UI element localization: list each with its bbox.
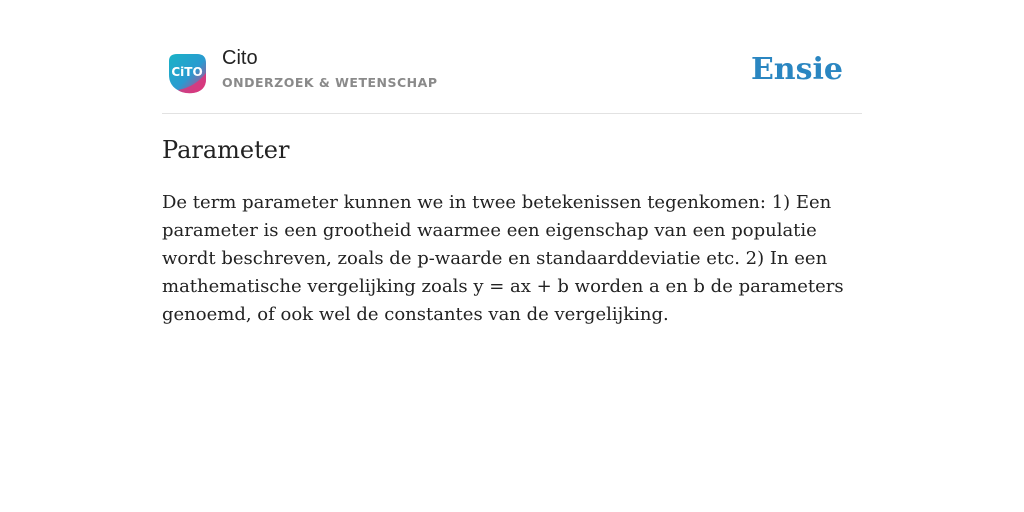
brand-logo[interactable]: Ensie — [750, 52, 843, 87]
svg-text:CiTO: CiTO — [171, 65, 203, 79]
definition-text: De term parameter kunnen we in twee betekenissen tegenkomen: 1) Een parameter is een grootheid waarmee een eigenschap van een populatie wordt beschreven, zoals de p-waarde en standaarddeviatie etc. 2) In een mathematische vergelijking zoals y = ax + b worden a en b de parameters genoemd, of ook wel de constantes van de vergelijking. — [162, 192, 844, 325]
header — [162, 44, 862, 114]
page-title: Parameter — [162, 136, 290, 164]
org-subtitle: ONDERZOEK & WETENSCHAP — [222, 75, 438, 90]
org-name[interactable]: Cito — [222, 47, 258, 69]
cito-logo-icon[interactable] — [165, 51, 209, 95]
